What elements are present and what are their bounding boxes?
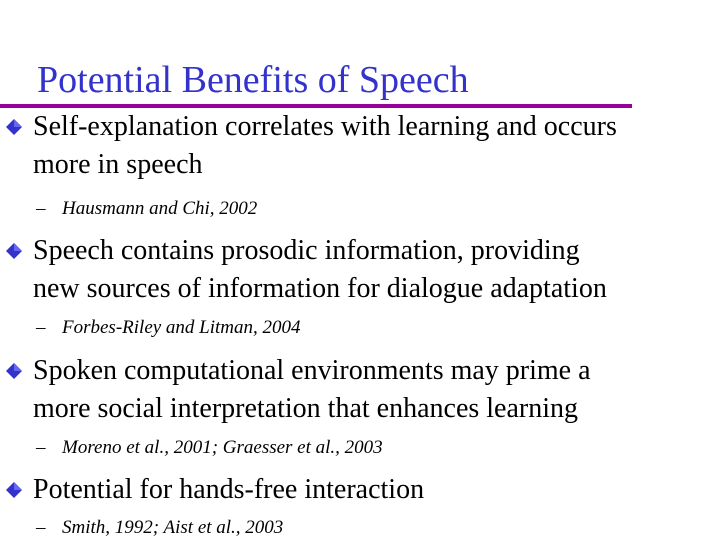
citation-text: Moreno et al., 2001; Graesser et al., 2003 xyxy=(62,437,383,458)
diamond-bullet-icon xyxy=(4,361,24,381)
bullet-text: Self-explanation correlates with learning and occurs more in speech xyxy=(33,111,617,180)
dash-marker: – xyxy=(36,317,46,338)
diamond-bullet-icon xyxy=(4,117,24,137)
dash-marker: – xyxy=(36,198,46,219)
dash-marker: – xyxy=(36,517,46,538)
diamond-bullet-icon xyxy=(4,480,24,500)
bullet-text: Spoken computational environments may prime a more social interpretation that enhances learning xyxy=(33,355,591,424)
citation-text: Smith, 1992; Aist et al., 2003 xyxy=(62,517,284,538)
citation-item xyxy=(36,516,283,540)
citation-item xyxy=(36,197,257,221)
bullet-text: Potential for hands-free interaction xyxy=(33,474,425,505)
diamond-bullet-icon xyxy=(4,241,24,261)
citation-text: Hausmann and Chi, 2002 xyxy=(62,198,258,219)
bullet-text: Speech contains prosodic information, providing new sources of information for dialogue adaptation xyxy=(33,235,607,304)
slide-title: Potential Benefits of Speech xyxy=(37,59,469,101)
citation-text: Forbes-Riley and Litman, 2004 xyxy=(62,317,301,338)
citation-item xyxy=(36,436,383,460)
dash-marker: – xyxy=(36,437,46,458)
citation-item xyxy=(36,316,301,340)
